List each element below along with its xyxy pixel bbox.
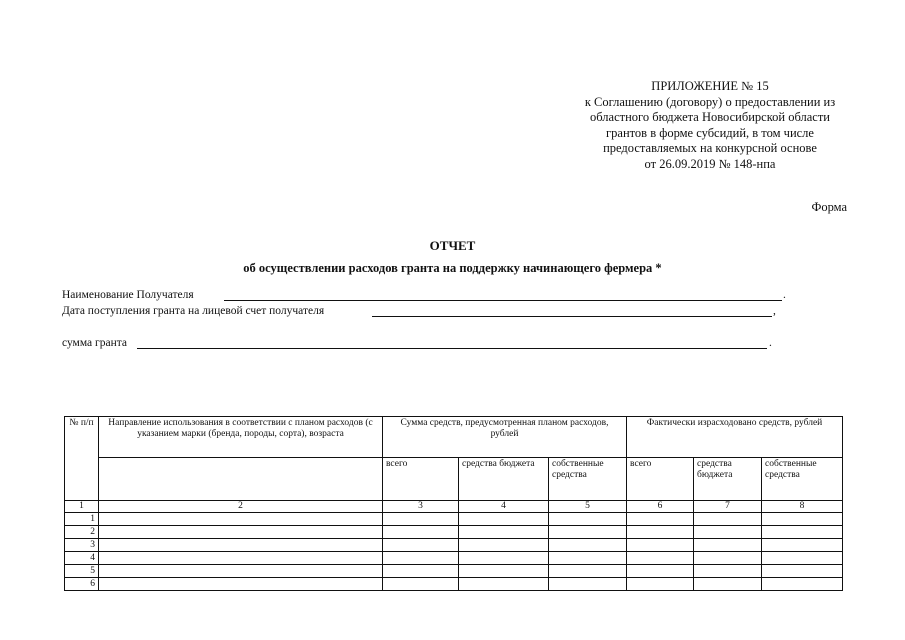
row-number: 2 [65,526,99,539]
grant-sum-field [62,337,792,351]
row-number: 5 [65,565,99,578]
table-cell[interactable] [694,513,762,526]
table-cell[interactable] [459,539,549,552]
row-number: 6 [65,578,99,591]
column-number: 8 [762,501,843,513]
row-number: 4 [65,552,99,565]
table-cell[interactable] [549,552,627,565]
recipient-field [62,289,786,303]
date-end-mark: , [773,305,776,317]
table-header-row [65,417,843,458]
table-cell[interactable] [694,539,762,552]
table-cell[interactable] [99,539,383,552]
table-cell[interactable] [99,565,383,578]
table-cell[interactable] [383,539,459,552]
appendix-line: к Соглашению (договору) о предоставлении из [584,94,836,109]
table-cell[interactable] [99,578,383,591]
table-cell[interactable] [459,552,549,565]
table-cell[interactable] [762,565,843,578]
table-subheader-row [65,458,843,501]
table-cell[interactable] [627,526,694,539]
form-label: Форма [811,200,847,214]
table-row [65,552,843,565]
column-number: 5 [549,501,627,513]
recipient-end-mark: . [783,289,786,301]
subheader-actual-budget: средства бюджета [694,458,762,501]
column-number: 2 [99,501,383,513]
table-cell[interactable] [459,513,549,526]
appendix-line: предоставляемых на конкурсной основе [603,141,817,155]
table-body [65,513,843,591]
column-number: 4 [459,501,549,513]
table-cell[interactable] [459,526,549,539]
table-cell[interactable] [99,526,383,539]
table-cell[interactable] [627,552,694,565]
table-cell[interactable] [762,539,843,552]
header-actual: Фактически израсходовано средств, рублей [627,417,843,458]
table-row [65,513,843,526]
document-subtitle: об осуществлении расходов гранта на поддержку начинающего фермера * [243,261,662,275]
table-cell[interactable] [627,539,694,552]
appendix-block [555,79,865,172]
header-direction: Направление использования в соответствии с планом расходов (с указанием марки (бренда, породы, сорта), возраста [99,417,383,458]
table-cell[interactable] [762,552,843,565]
table-cell[interactable] [383,552,459,565]
column-number: 7 [694,501,762,513]
subheader-planned-own: собственные средства [549,458,627,501]
table-row [65,539,843,552]
table-cell[interactable] [762,513,843,526]
table-cell[interactable] [549,539,627,552]
table-cell[interactable] [459,565,549,578]
table-row [65,565,843,578]
table-cell[interactable] [694,552,762,565]
subheader-planned-budget: средства бюджета [459,458,549,501]
table-cell[interactable] [627,513,694,526]
header-planned: Сумма средств, предусмотренная планом расходов, рублей [383,417,627,458]
header-num: № п/п [65,417,99,501]
table-cell[interactable] [383,513,459,526]
row-number: 1 [65,513,99,526]
table-cell[interactable] [549,578,627,591]
grant-sum-input-line[interactable] [137,348,767,349]
appendix-date: от 26.09.2019 № 148-нпа [644,156,776,171]
table-cell[interactable] [383,526,459,539]
date-label: Дата поступления гранта на лицевой счет получателя [62,305,325,317]
subheader-actual-own: собственные средства [762,458,843,501]
appendix-line: областного бюджета Новосибирской области [590,110,830,124]
table-row [65,526,843,539]
table-cell[interactable] [459,578,549,591]
table-row [65,578,843,591]
table-cell[interactable] [99,513,383,526]
recipient-input-line[interactable] [224,300,782,301]
expense-report-table [64,416,843,591]
column-number: 1 [65,501,99,513]
row-number: 3 [65,539,99,552]
grant-sum-label: сумма гранта [62,337,128,349]
table-cell[interactable] [694,526,762,539]
table-cell[interactable] [549,513,627,526]
appendix-title: ПРИЛОЖЕНИЕ № 15 [651,79,769,93]
table-cell[interactable] [549,565,627,578]
header-direction-blank [99,458,383,501]
column-number: 6 [627,501,694,513]
subheader-planned-total: всего [383,458,459,501]
date-input-line[interactable] [372,316,772,317]
table-cell[interactable] [383,578,459,591]
document-title: ОТЧЕТ [429,238,476,253]
table-cell[interactable] [762,526,843,539]
table-cell[interactable] [383,565,459,578]
table-cell[interactable] [627,578,694,591]
table-cell[interactable] [694,565,762,578]
subheader-actual-total: всего [627,458,694,501]
table-cell[interactable] [627,565,694,578]
column-number: 3 [383,501,459,513]
table-cell[interactable] [99,552,383,565]
table-cell[interactable] [694,578,762,591]
grant-sum-end-mark: . [769,337,772,349]
date-field [62,305,792,319]
table-cell[interactable] [762,578,843,591]
appendix-line: грантов в форме субсидий, в том числе [606,125,814,140]
recipient-label: Наименование Получателя [62,289,194,301]
column-number-row [65,501,843,513]
table-cell[interactable] [549,526,627,539]
